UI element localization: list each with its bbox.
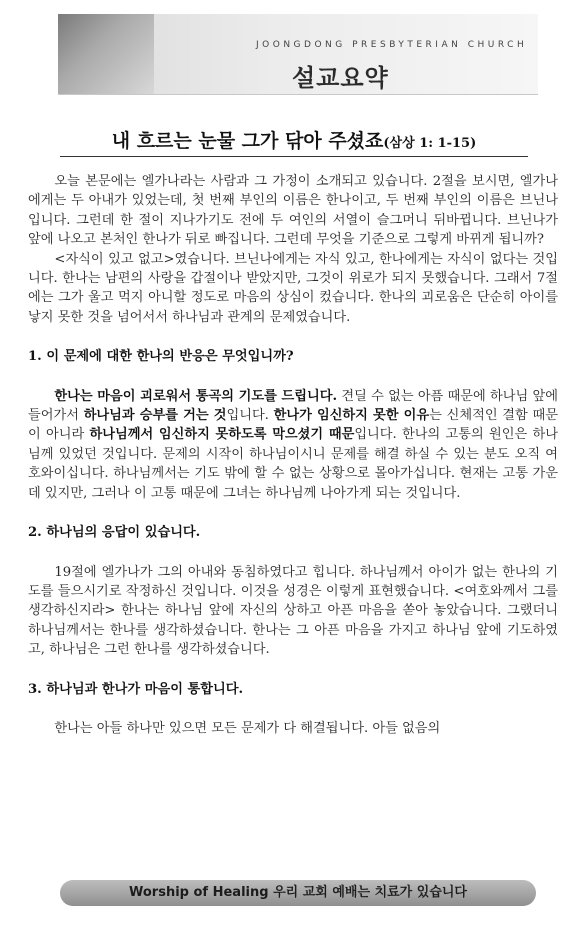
intro-paragraph-2: <자식이 있고 없고>였습니다. 브닌나에게는 자식 있고, 한나에게는 자식이 없다는 것입니다. 한나는 남편의 사랑을 갑절이나 받았지만, 그것이 위로가 되지 못했습니다. 그래서 7절에는 그가 울고 먹지 아니할 정도로 마음의 상심이 컸습니다. 한나의 괴로움은 단순히 아이를 낳지 못한 것을 넘어서서 하나님과 관계의 문제였습니다.: [28, 251, 558, 325]
emphasis-text: 한나가 임신하지 못한 이유: [273, 408, 430, 424]
body-text: 입니다.: [226, 408, 274, 424]
section-1-heading: 1. 이 문제에 대한 한나의 반응은 무엇입니까?: [28, 349, 294, 365]
header-banner: [58, 14, 538, 95]
sermon-title-block: [60, 126, 528, 157]
section-2-paragraph: 19절에 엘가나가 그의 아내와 동침하였다고 힙니다. 하나님께서 아이가 없는 한나의 기도를 들으시기로 작정하신 것입니다. 이것을 성경은 이렇게 표현했습니다. <여호와께서 그를 생각하신지라> 한나는 하나님 앞에 자신의 상하고 아픈 마음을 쏟아 놓았습니다. 그랬더니 하나님께서는 한나를 생각하셨습니다. 한나는 그 아픈 마음을 가지고 하나님 앞에 기도하였고, 하나님은 그런 한나를 생각하셨습니다.: [28, 564, 558, 658]
sermon-title: 내 흐르는 눈물 그가 닦아 주셨죠: [111, 130, 384, 152]
body-text: 입니다. 한나의 고통의 원인은 하나님께 있었던 것입니다. 문제의 시작이 하나님이시니 문제를 해결 하실 수 있는 분도 오직 여호와이십니다. 하나님께서는 기도 밖에 할 수 없는 상황으로 몰아가십니다. 현재는 고통 가운데 있지만, 그러나 이 고통 때문에 그녀는 하나님께 나아가게 되는 것입니다.: [28, 427, 558, 501]
section-2-heading: 2. 하나님의 응답이 있습니다.: [28, 525, 201, 541]
scripture-reference: (삼상 1: 1-15): [383, 136, 477, 151]
section-3-paragraph: 한나는 아들 하나만 있으면 모든 문제가 다 해결됩니다. 아들 없음의: [54, 720, 441, 736]
section-3-heading: 3. 하나님과 한나가 마음이 통합니다.: [28, 681, 244, 697]
body-text: 견딜 수 없는 아픔 때문에 하나님 앞에 들어가서: [28, 388, 558, 424]
footer-banner: Worship of Healing 우리 교회 예배는 치료가 있습니다: [60, 880, 536, 906]
sermon-body: [28, 172, 558, 738]
emphasis-text: 하나님과 승부를 거는 것: [83, 408, 227, 424]
church-name: JOONGDONG PRESBYTERIAN CHURCH: [256, 40, 528, 50]
section-1-paragraph: [28, 387, 558, 503]
emphasis-text: 하나님께서 임신하지 못하도록 막으셨기 때문: [89, 427, 355, 443]
emphasis-text: 한나는 마음이 괴로워서 통곡의 기도를 드립니다.: [54, 388, 338, 404]
section-label: 설교요약: [292, 64, 389, 92]
intro-paragraph-1: 오늘 본문에는 엘가나라는 사람과 그 가정이 소개되고 있습니다. 2절을 보시면, 엘가나에게는 두 아내가 있었는데, 첫 번째 부인의 이름은 한나이고, 두 번째 부인의 이름은 브닌나입니다. 그런데 한 절이 지나가기도 전에 두 여인의 서열이 슬그머니 뒤바뀝니다. 브닌나가 앞에 나오고 본처인 한나가 뒤로 빠집니다. 그런데 무엇을 기준으로 그렇게 바뀌게 됩니까?: [28, 174, 558, 248]
praying-woman-photo: [58, 14, 154, 94]
body-text: 는 신체적인 결함 때문이 아니라: [28, 408, 558, 443]
